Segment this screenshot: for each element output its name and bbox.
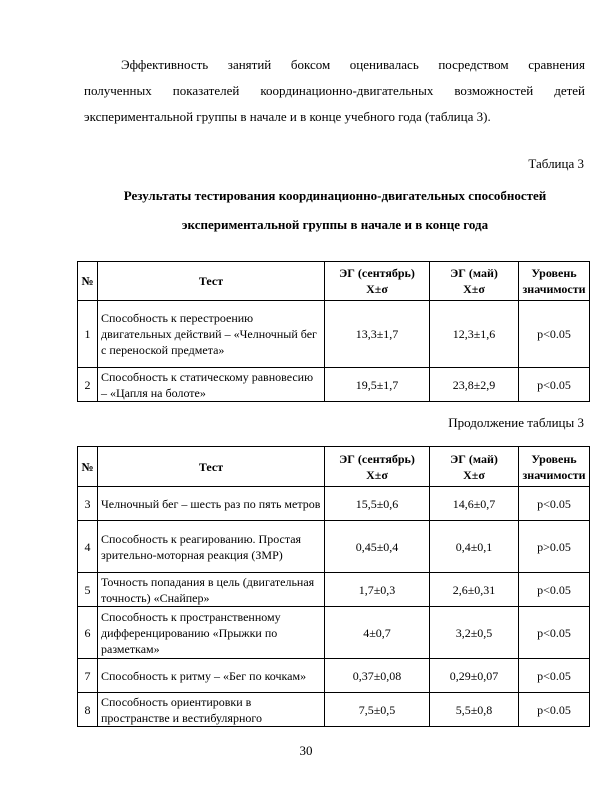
intro-paragraph [84,52,585,130]
row-test: Способность ориентировки в пространстве и вестибулярного [98,693,325,727]
row-may: 0,4±0,1 [430,521,519,573]
row-september: 0,37±0,08 [325,659,430,693]
header-september: ЭГ (сентябрь) Х±σ [325,447,430,487]
row-num: 7 [78,659,98,693]
intro-line-3: экспериментальной группы в начале и в конце учебного года (таблица 3). [84,109,491,124]
header-test: Тест [98,262,325,301]
row-may: 23,8±2,9 [430,368,519,402]
row-significance: p<0.05 [519,301,590,368]
row-significance: p<0.05 [519,659,590,693]
row-test: Челночный бег – шесть раз по пять метров [98,487,325,521]
continuation-label: Продолжение таблицы 3 [448,415,584,430]
row-test: Способность к ритму – «Бег по кочкам» [98,659,325,693]
row-num: 8 [78,693,98,727]
row-num: 2 [78,368,98,402]
row-september: 0,45±0,4 [325,521,430,573]
row-september: 13,3±1,7 [325,301,430,368]
table-header-row [78,262,590,301]
table-title-line-1: Результаты тестирования координационно-двигательных способностей [123,188,547,203]
intro-line-2: полученных показателей координационно-двигательных возможностей детей [84,83,585,98]
row-test: Способность к перестроению двигательных действий – «Челночный бег с переноской предмета» [98,301,325,368]
table-header-row [78,447,590,487]
table-row [78,607,590,659]
row-september: 7,5±0,5 [325,693,430,727]
header-may: ЭГ (май) Х±σ [430,447,519,487]
header-september: ЭГ (сентябрь) Х±σ [325,262,430,301]
table-row [78,521,590,573]
row-significance: p<0.05 [519,487,590,521]
row-september: 4±0,7 [325,607,430,659]
row-test: Способность к статическому равновесию – «Цапля на болоте» [98,368,325,402]
row-test: Точность попадания в цель (двигательная точность) «Снайпер» [98,573,325,607]
row-significance: p<0.05 [519,607,590,659]
table-row [78,301,590,368]
table-row [78,487,590,521]
row-may: 0,29±0,07 [430,659,519,693]
row-significance: p<0.05 [519,693,590,727]
table-row [78,368,590,402]
row-may: 3,2±0,5 [430,607,519,659]
row-num: 1 [78,301,98,368]
page-number: 30 [299,743,313,758]
row-num: 4 [78,521,98,573]
header-may: ЭГ (май) Х±σ [430,262,519,301]
row-significance: p<0.05 [519,573,590,607]
header-num: № [78,447,98,487]
table-title-line-2: экспериментальной группы в начале и в конце года [181,217,489,232]
header-significance: Уровень значимости [519,447,590,487]
row-may: 14,6±0,7 [430,487,519,521]
row-september: 19,5±1,7 [325,368,430,402]
header-test: Тест [98,447,325,487]
row-september: 15,5±0,6 [325,487,430,521]
intro-line-1: Эффективность занятий боксом оценивалась посредством сравнения [121,57,585,72]
table-row [78,693,590,727]
header-significance: Уровень значимости [519,262,590,301]
table-row [78,659,590,693]
row-significance: p>0.05 [519,521,590,573]
row-may: 2,6±0,31 [430,573,519,607]
row-num: 3 [78,487,98,521]
table-title [70,181,600,239]
row-significance: p<0.05 [519,368,590,402]
row-num: 6 [78,607,98,659]
table-row [78,573,590,607]
row-may: 5,5±0,8 [430,693,519,727]
results-table-part-2 [77,446,590,727]
table-label: Таблица 3 [528,156,584,171]
row-september: 1,7±0,3 [325,573,430,607]
row-may: 12,3±1,6 [430,301,519,368]
row-test: Способность к пространственному дифференцированию «Прыжки по разметкам» [98,607,325,659]
row-test: Способность к реагированию. Простая зрительно-моторная реакция (ЗМР) [98,521,325,573]
results-table-part-1 [77,261,590,402]
row-num: 5 [78,573,98,607]
header-num: № [78,262,98,301]
